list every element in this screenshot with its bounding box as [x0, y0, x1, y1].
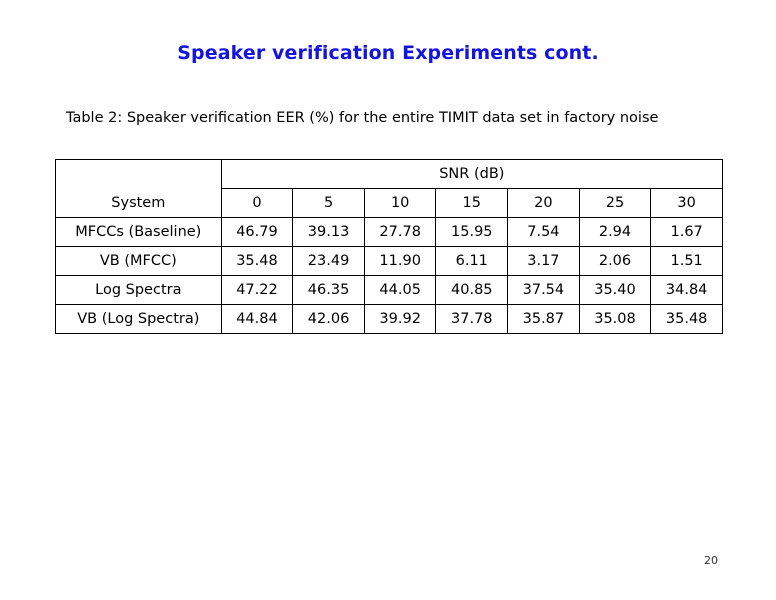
table-header-col-0: 0 — [221, 189, 293, 218]
table-cell: 37.78 — [436, 305, 508, 334]
table-cell: 34.84 — [651, 276, 723, 305]
table-cell: 1.67 — [651, 218, 723, 247]
table-cell: 1.51 — [651, 247, 723, 276]
table-header-col-5: 25 — [579, 189, 651, 218]
table-row-label: VB (MFCC) — [56, 247, 222, 276]
table-cell: 23.49 — [293, 247, 365, 276]
table-cell: 2.06 — [579, 247, 651, 276]
table-header-col-2: 10 — [364, 189, 436, 218]
table-group-header-snr: SNR (dB) — [221, 160, 722, 189]
table-header-row-columns — [56, 189, 723, 218]
table-row-label: Log Spectra — [56, 276, 222, 305]
table-cell: 35.87 — [508, 305, 580, 334]
table-head — [56, 160, 723, 218]
table-cell: 27.78 — [364, 218, 436, 247]
table-cell: 40.85 — [436, 276, 508, 305]
table-header-row-group — [56, 160, 723, 189]
table-row — [56, 247, 723, 276]
table-cell: 6.11 — [436, 247, 508, 276]
table-header-col-3: 15 — [436, 189, 508, 218]
table-cell: 35.48 — [221, 247, 293, 276]
table-cell: 46.35 — [293, 276, 365, 305]
table-cell: 39.13 — [293, 218, 365, 247]
table-cell: 7.54 — [508, 218, 580, 247]
table-cell: 39.92 — [364, 305, 436, 334]
table-row — [56, 218, 723, 247]
table-header-system: System — [56, 189, 222, 218]
table-cell: 37.54 — [508, 276, 580, 305]
table-cell: 35.08 — [579, 305, 651, 334]
table-header-col-4: 20 — [508, 189, 580, 218]
table-cell: 46.79 — [221, 218, 293, 247]
page-number: 20 — [704, 554, 718, 567]
table-row-label: VB (Log Spectra) — [56, 305, 222, 334]
table-cell: 44.05 — [364, 276, 436, 305]
table-caption-label: Table 2: — [66, 110, 123, 126]
table-cell: 3.17 — [508, 247, 580, 276]
table-header-col-1: 5 — [293, 189, 365, 218]
table-row — [56, 305, 723, 334]
table-cell: 42.06 — [293, 305, 365, 334]
table-header-col-6: 30 — [651, 189, 723, 218]
table-cell: 47.22 — [221, 276, 293, 305]
table-cell: 15.95 — [436, 218, 508, 247]
table-corner-blank — [56, 160, 222, 189]
table-cell: 2.94 — [579, 218, 651, 247]
table-row — [56, 276, 723, 305]
table-body — [56, 218, 723, 334]
table-cell: 35.48 — [651, 305, 723, 334]
table-cell: 35.40 — [579, 276, 651, 305]
table-caption — [66, 108, 709, 130]
table-cell: 11.90 — [364, 247, 436, 276]
results-table — [55, 159, 723, 334]
page-title: Speaker verification Experiments cont. — [177, 42, 599, 64]
table-row-label: MFCCs (Baseline) — [56, 218, 222, 247]
results-table-container — [55, 159, 723, 334]
table-cell: 44.84 — [221, 305, 293, 334]
table-caption-text: Speaker verification EER (%) for the entire TIMIT data set in factory noise — [126, 110, 659, 126]
